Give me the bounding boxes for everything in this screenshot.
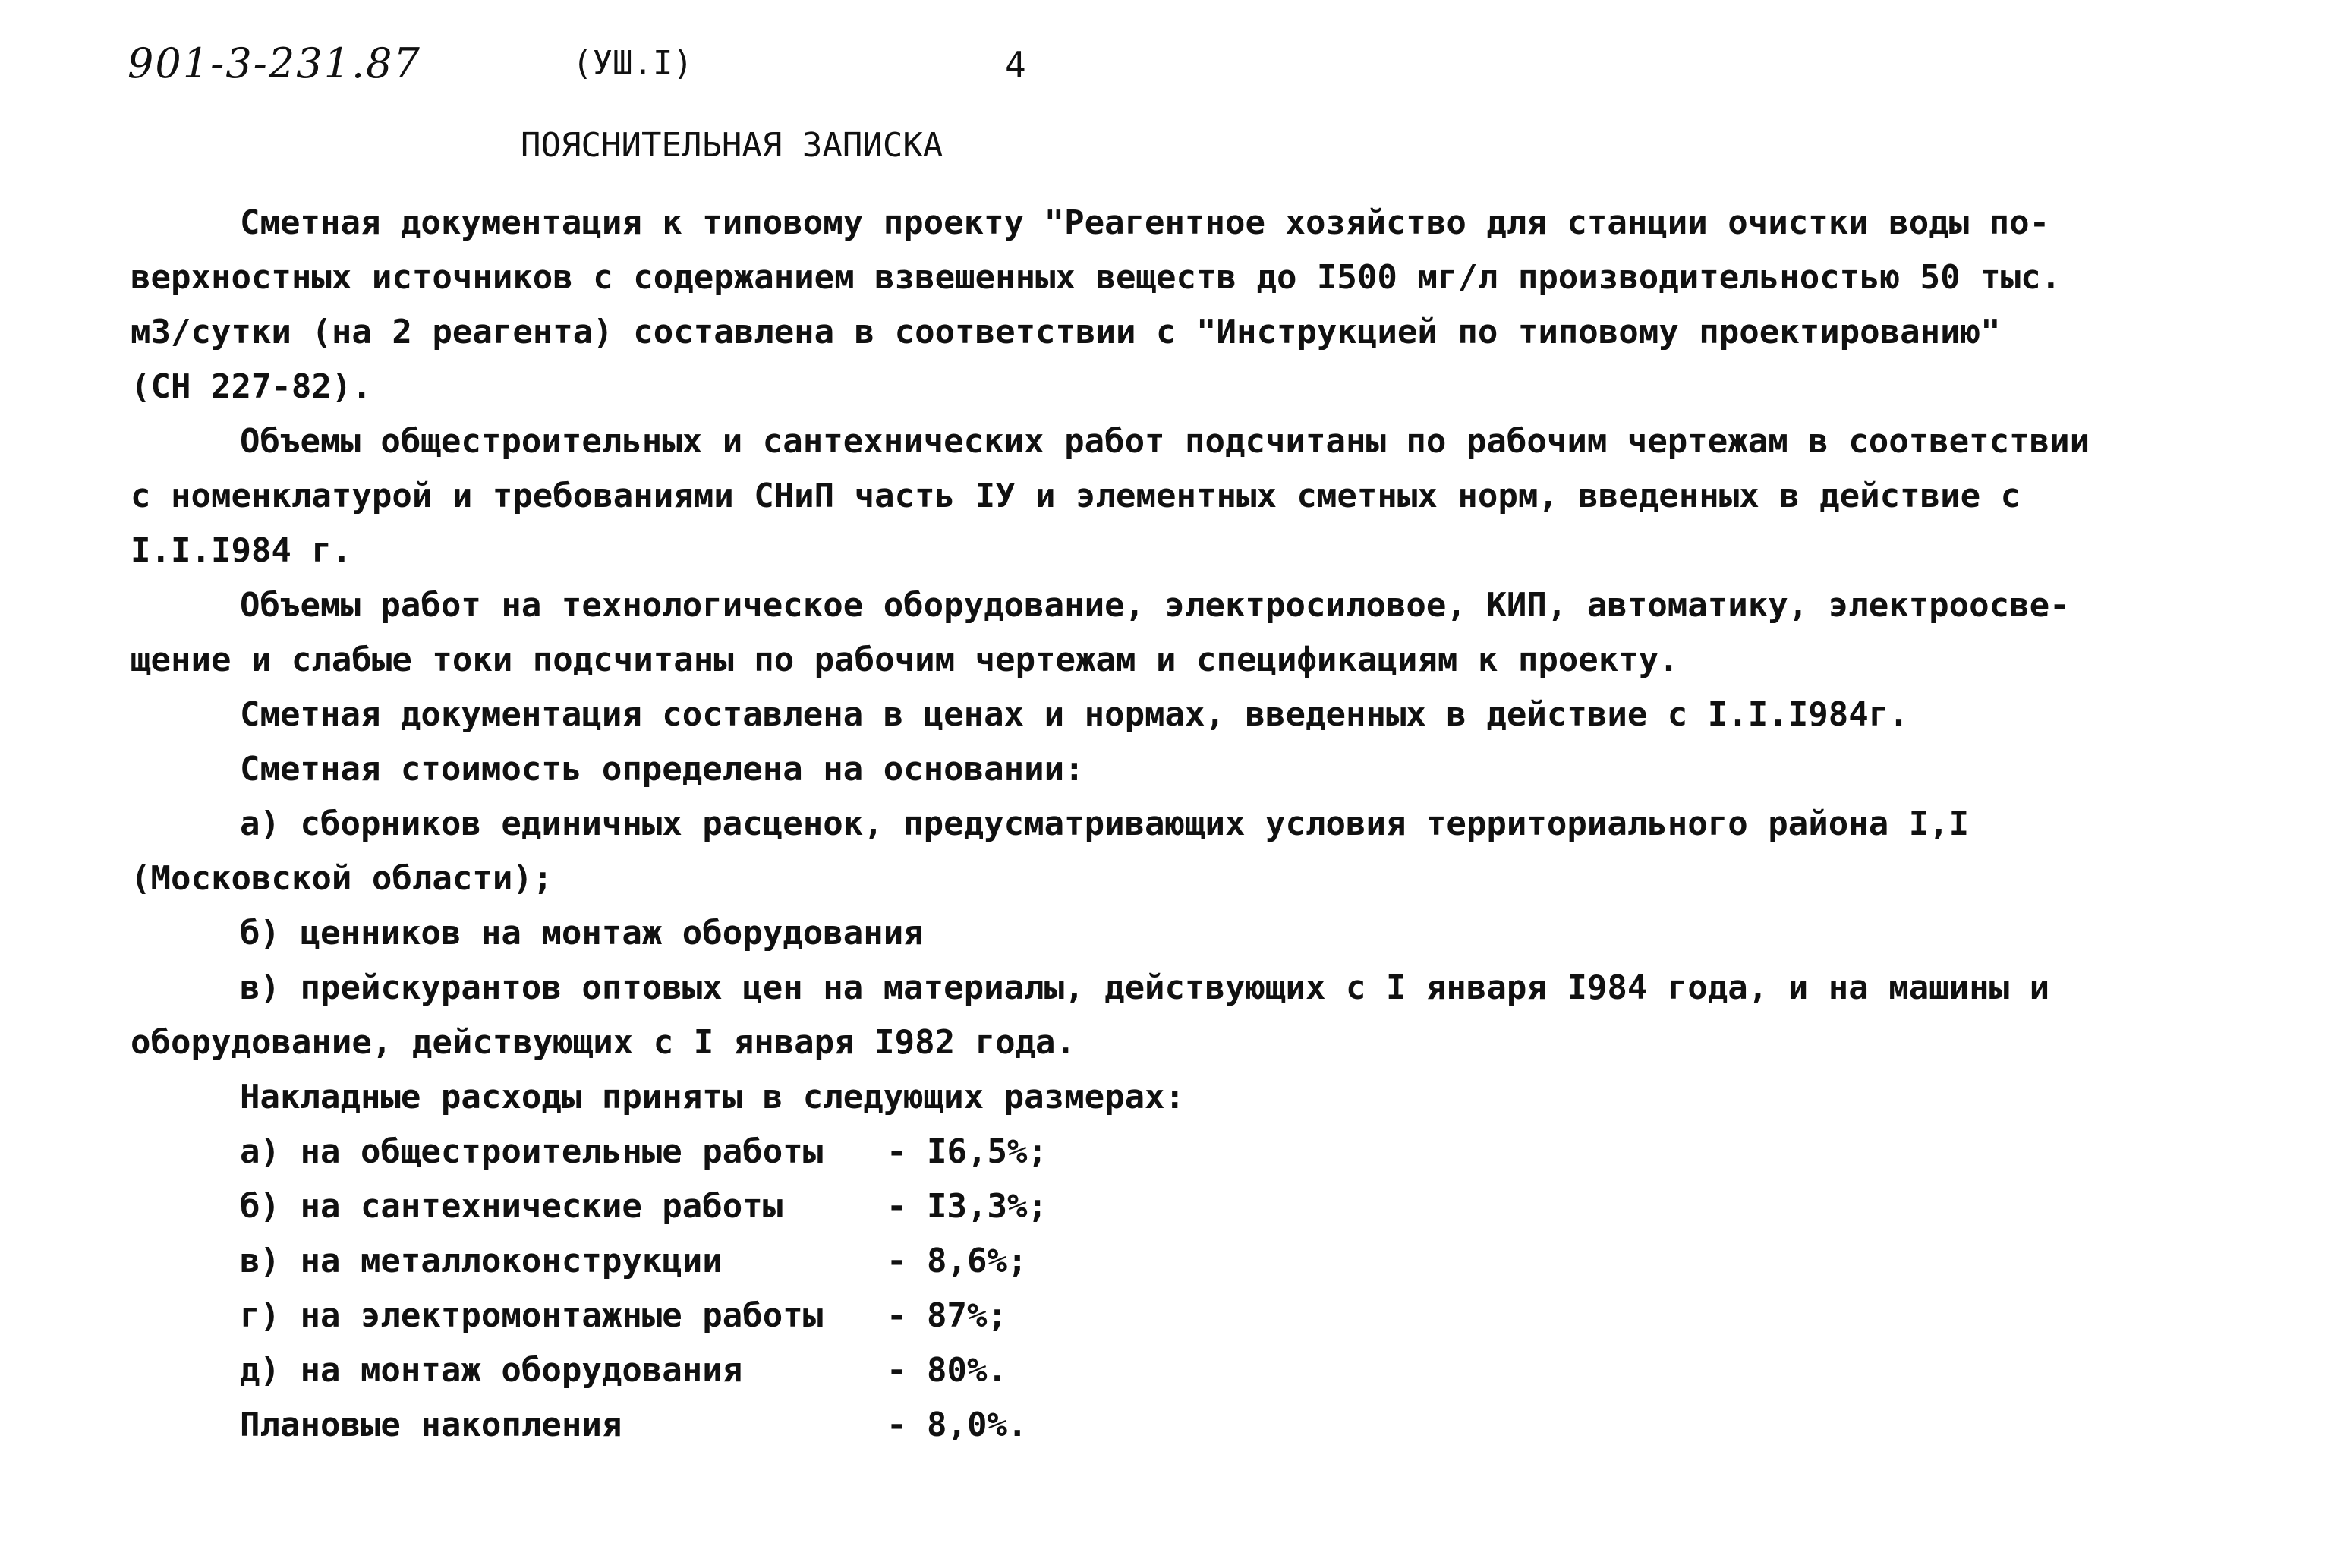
text-line: Сметная документация составлена в ценах и нормах, введенных в действие с I.I.I984г. [240, 695, 1909, 734]
text-line: (Московской области); [131, 859, 553, 898]
text-line: с номенклатурой и требованиями СНиП часть IУ и элементных сметных норм, введенных в действие с [131, 477, 2021, 515]
rate-label: г) на электромонтажные работы [240, 1296, 824, 1335]
text-line: б) ценников на монтаж оборудования [240, 914, 924, 952]
page-title: ПОЯСНИТЕЛЬНАЯ ЗАПИСКА [521, 126, 943, 165]
rate-value: - 80%. [887, 1351, 1007, 1390]
document-code: 901-3-231.87 [128, 39, 421, 87]
text-line: (СН 227-82). [131, 367, 372, 406]
text-line: Сметная документация к типовому проекту "Реагентное хозяйство для станции очистки воды по- [240, 203, 2050, 242]
text-line: Объемы общестроительных и сантехнических работ подсчитаны по рабочим чертежам в соответствии [240, 422, 2090, 461]
rate-label: д) на монтаж оборудования [240, 1351, 743, 1390]
text-line: Сметная стоимость определена на основании: [240, 750, 1085, 789]
rate-value: - 87%; [887, 1296, 1007, 1335]
rate-value: - I6,5%; [887, 1132, 1047, 1171]
text-line: верхностных источников с содержанием взвешенных веществ до I500 мг/л производительностью 50 тыс. [131, 258, 2062, 297]
text-line: оборудование, действующих с I января I982 года. [131, 1023, 1076, 1062]
rate-label: в) на металлоконструкции [240, 1242, 723, 1280]
text-line: I.I.I984 г. [131, 531, 352, 570]
sheet-reference: (УШ.I) [572, 44, 693, 83]
text-line: в) прейскурантов оптовых цен на материалы, действующих с I января I984 года, и на машины и [240, 968, 2050, 1007]
text-line: м3/сутки (на 2 реагента) составлена в соответствии с "Инструкцией по типовому проектированию" [131, 313, 2001, 351]
text-line: а) сборников единичных расценок, предусматривающих условия территориального района I,I [240, 804, 1970, 843]
page-number: 4 [1005, 44, 1026, 85]
text-line: щение и слабые токи подсчитаны по рабочим чертежам и спецификациям к проекту. [131, 641, 1679, 679]
rate-value: - I3,3%; [887, 1187, 1047, 1226]
rate-value: - 8,6%; [887, 1242, 1028, 1280]
rate-value: - 8,0%. [887, 1406, 1028, 1444]
text-line: Накладные расходы приняты в следующих размерах: [240, 1078, 1186, 1116]
rate-label: б) на сантехнические работы [240, 1187, 783, 1226]
rate-label: а) на общестроительные работы [240, 1132, 824, 1171]
text-line: Объемы работ на технологическое оборудование, электросиловое, КИП, автоматику, электроосве- [240, 586, 2070, 625]
rate-label: Плановые накопления [240, 1406, 622, 1444]
